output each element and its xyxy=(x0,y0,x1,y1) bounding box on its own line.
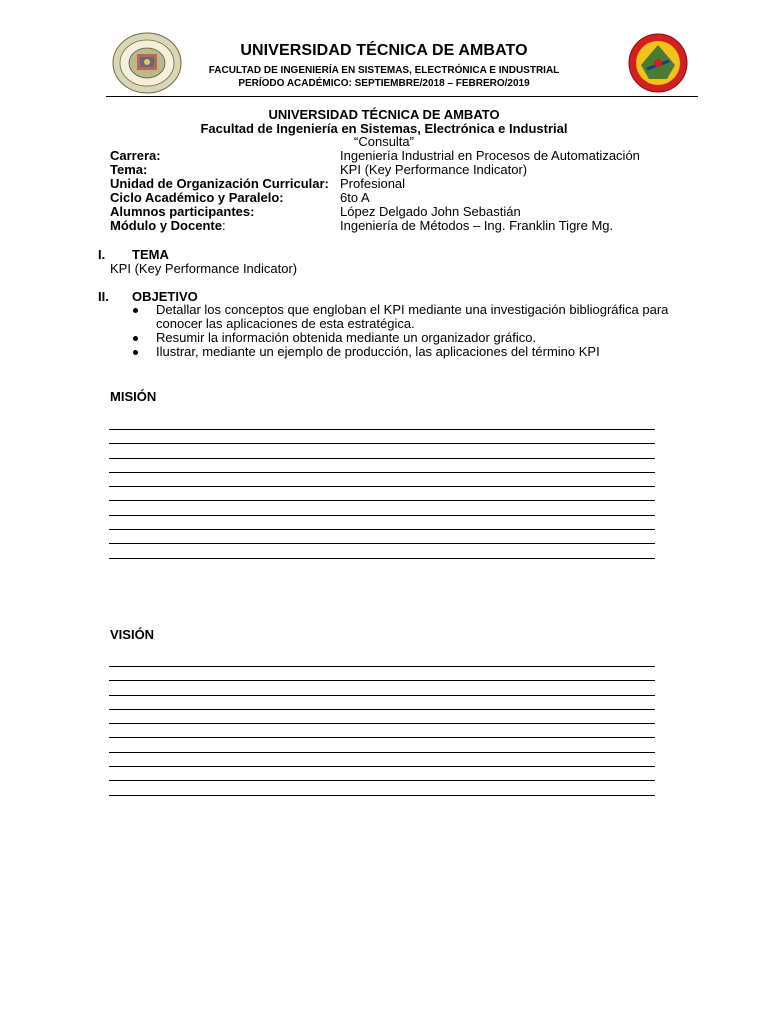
info-label xyxy=(110,219,340,233)
writing-line xyxy=(109,737,655,738)
writing-line xyxy=(109,515,655,516)
writing-line xyxy=(109,766,655,767)
letterhead-period: PERÍODO ACADÉMICO: SEPTIEMBRE/2018 – FEBRERO/2019 xyxy=(238,78,530,89)
writing-line xyxy=(109,458,655,459)
header-divider xyxy=(106,96,698,97)
faculty-seal-right-icon xyxy=(627,33,689,93)
mision-heading: MISIÓN xyxy=(110,389,157,404)
info-value: 6to A xyxy=(340,190,370,205)
info-value: KPI (Key Performance Indicator) xyxy=(340,162,528,177)
mision-writing-lines xyxy=(109,429,655,572)
writing-line xyxy=(109,472,655,473)
info-value: Ingeniería Industrial en Procesos de Automatización xyxy=(340,148,640,163)
info-value: López Delgado John Sebastián xyxy=(340,204,521,219)
letterhead xyxy=(0,0,768,100)
info-label-text: Módulo y Docente xyxy=(110,218,222,233)
info-value: Ingeniería de Métodos – Ing. Franklin Tigre Mg. xyxy=(340,218,614,233)
info-label: Unidad de Organización Curricular: xyxy=(110,176,329,191)
writing-line xyxy=(109,723,655,724)
writing-line xyxy=(109,695,655,696)
info-row xyxy=(110,149,670,163)
info-row xyxy=(110,163,670,177)
document-subtitle: “Consulta” xyxy=(354,134,414,149)
list-item-text: Ilustrar, mediante un ejemplo de producción, las aplicaciones del término KPI xyxy=(156,344,600,359)
list-item-text: Detallar los conceptos que engloban el KPI mediante una investigación bibliográfica para conocer las aplicaciones de esta estratégica. xyxy=(156,302,669,331)
writing-line xyxy=(109,795,655,796)
writing-line xyxy=(109,429,655,430)
section-number: I. xyxy=(98,247,106,262)
writing-line xyxy=(109,709,655,710)
bullet-icon xyxy=(133,308,138,313)
section-tema-heading xyxy=(98,248,169,262)
info-label: Alumnos participantes: xyxy=(110,204,255,219)
letterhead-faculty: FACULTAD DE INGENIERÍA EN SISTEMAS, ELECTRÓNICA E INDUSTRIAL xyxy=(208,65,560,76)
list-item-text: Resumir la información obtenida mediante un organizador gráfico. xyxy=(156,330,537,345)
document-university: UNIVERSIDAD TÉCNICA DE AMBATO xyxy=(268,107,500,122)
section-title: TEMA xyxy=(132,247,169,262)
vision-writing-lines xyxy=(109,666,655,809)
list-item xyxy=(130,345,670,359)
section-number: II. xyxy=(98,289,109,304)
section-title: OBJETIVO xyxy=(132,289,198,304)
info-value: Profesional xyxy=(340,176,406,191)
info-label: Ciclo Académico y Paralelo: xyxy=(110,190,284,205)
info-label-colon: : xyxy=(221,218,226,233)
list-item xyxy=(130,331,670,345)
writing-line xyxy=(109,558,655,559)
vision-heading: VISIÓN xyxy=(110,627,155,642)
info-label: Carrera: xyxy=(110,148,161,163)
list-item xyxy=(130,303,670,331)
writing-line xyxy=(109,666,655,667)
writing-line xyxy=(109,780,655,781)
info-row xyxy=(110,219,670,233)
writing-line xyxy=(109,500,655,501)
tema-text: KPI (Key Performance Indicator) xyxy=(110,261,298,276)
info-table xyxy=(110,149,670,233)
info-label: Tema: xyxy=(110,162,148,177)
document-faculty: Facultad de Ingeniería en Sistemas, Electrónica e Industrial xyxy=(200,121,568,136)
writing-line xyxy=(109,752,655,753)
writing-line xyxy=(109,486,655,487)
writing-line xyxy=(109,443,655,444)
objetivo-list xyxy=(130,303,670,359)
bullet-icon xyxy=(133,336,138,341)
info-row xyxy=(110,191,670,205)
writing-line xyxy=(109,680,655,681)
info-row xyxy=(110,177,670,191)
writing-line xyxy=(109,529,655,530)
writing-line xyxy=(109,543,655,544)
bullet-icon xyxy=(133,350,138,355)
letterhead-title: UNIVERSIDAD TÉCNICA DE AMBATO xyxy=(240,42,528,59)
info-row xyxy=(110,205,670,219)
